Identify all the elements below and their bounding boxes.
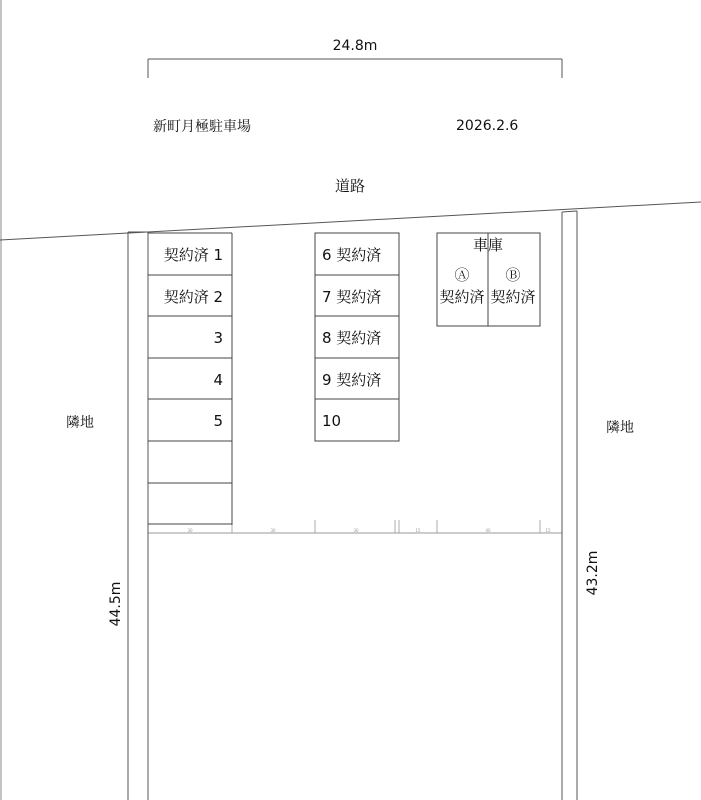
svg-text:30: 30 bbox=[187, 528, 193, 533]
stall-label: 8 契約済 bbox=[322, 329, 382, 347]
stall-label: 5 bbox=[213, 412, 223, 430]
stall-label: 3 bbox=[213, 329, 223, 347]
width-dimension-label: 24.8m bbox=[332, 38, 378, 54]
stall-label: 6 契約済 bbox=[322, 246, 382, 264]
stall-label: 9 契約済 bbox=[322, 371, 382, 389]
date-label: 2026.2.6 bbox=[456, 118, 519, 134]
garage-title: 車庫 bbox=[472, 236, 504, 254]
svg-text:30: 30 bbox=[353, 528, 359, 533]
garage-unit-status: 契約済 bbox=[439, 288, 485, 306]
svg-text:30: 30 bbox=[270, 528, 276, 533]
page-title: 新町月極駐車場 bbox=[153, 119, 251, 135]
svg-text:40: 40 bbox=[485, 528, 491, 533]
road-label: 道路 bbox=[334, 177, 366, 195]
baseline-tiny-marks bbox=[187, 528, 551, 533]
stall-label: 7 契約済 bbox=[322, 288, 382, 306]
svg-text:15: 15 bbox=[415, 528, 421, 533]
road-boundary-line bbox=[0, 202, 701, 240]
width-dimension bbox=[148, 38, 562, 78]
neighbor-left-label: 隣地 bbox=[66, 415, 94, 431]
right-depth-label: 43.2m bbox=[585, 550, 601, 596]
baseline-ticks bbox=[232, 520, 540, 533]
stall-label: 契約済 1 bbox=[163, 246, 223, 264]
stall-label: 10 bbox=[322, 412, 342, 430]
garage-unit-mark: Ⓐ bbox=[454, 266, 470, 284]
left-stall-labels bbox=[164, 246, 223, 430]
stall-label: 4 bbox=[213, 371, 223, 389]
left-depth-label: 44.5m bbox=[108, 581, 124, 627]
middle-stall-labels bbox=[322, 246, 381, 430]
neighbor-right-label: 隣地 bbox=[606, 420, 634, 436]
stall-label: 契約済 2 bbox=[163, 288, 223, 306]
garage-unit-status: 契約済 bbox=[490, 288, 536, 306]
svg-text:15: 15 bbox=[545, 528, 551, 533]
garage-unit-mark: Ⓑ bbox=[505, 266, 521, 284]
